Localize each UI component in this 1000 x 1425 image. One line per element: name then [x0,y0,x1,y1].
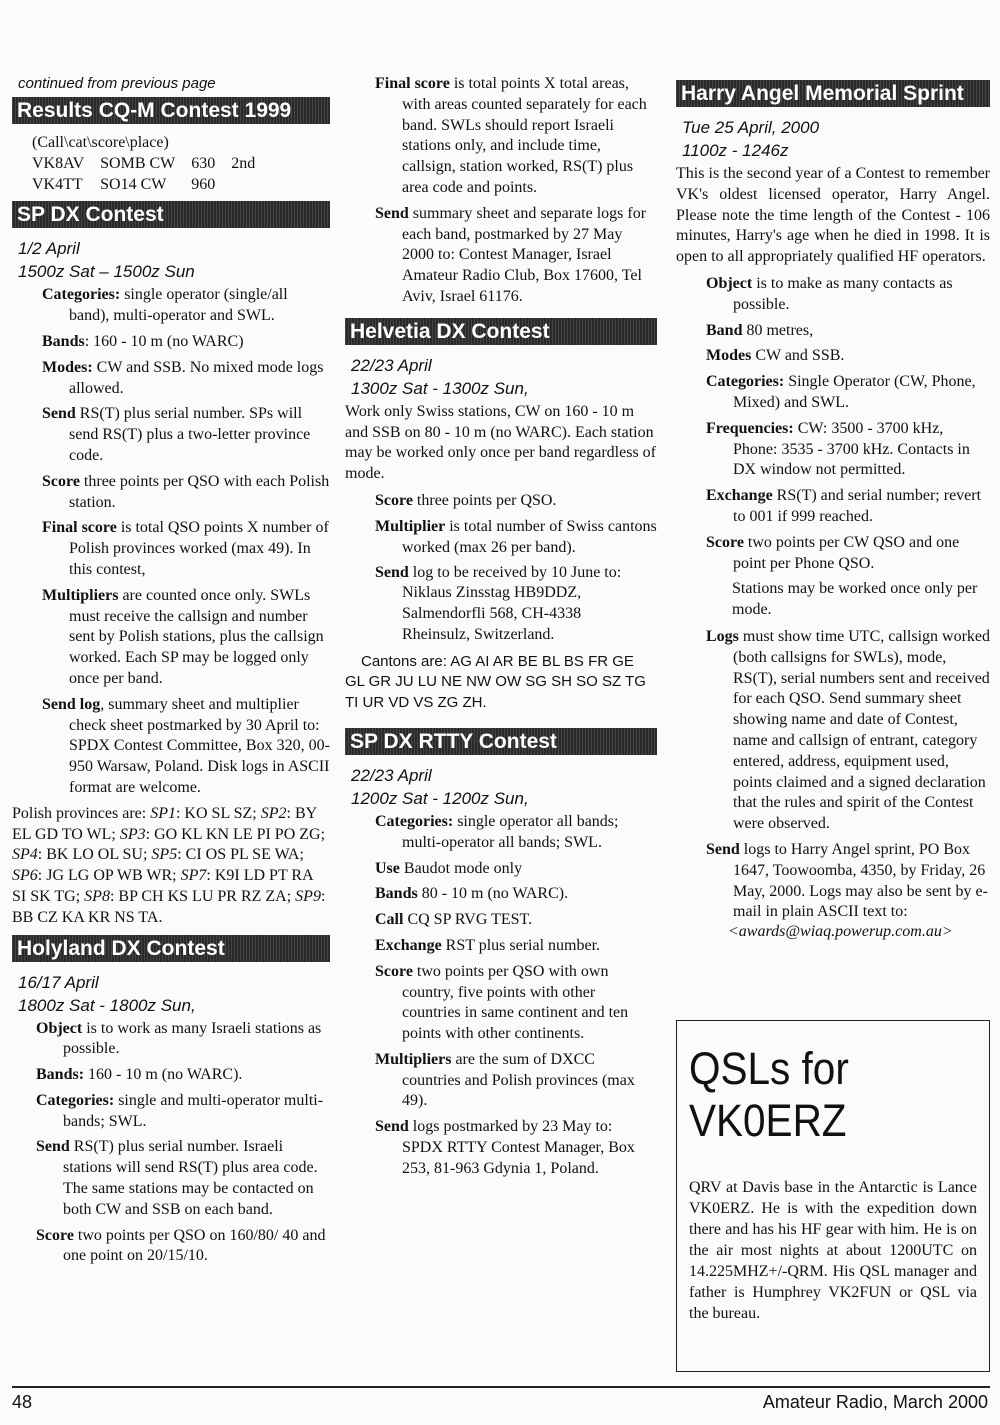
item-text: CQ SP RVG TEST. [403,911,533,929]
helvetia-items [345,491,657,584]
spdx-date: 1/2 April [18,239,80,259]
list-item [375,1050,657,1112]
list-item [375,74,657,199]
table-cell: VK4TT [32,175,83,193]
list-item [42,695,330,799]
item-text: are the sum of DXCC countries and Polish provinces (max 49). [402,1050,635,1110]
sprtty-date: 22/23 April [351,765,432,785]
list-item [36,1091,330,1133]
item-text: single and multi-operator multi-bands; SWL. [63,1091,324,1130]
item-label: Score [36,1226,74,1244]
address-line: Niklaus Zinsstag HB9DDZ, [402,584,582,602]
table-cell: 2nd [231,154,256,172]
holyland-heading: Holyland DX Contest [12,935,330,962]
item-text: must show time UTC, callsign worked (both callsigns for SWLs), mode, RS(T), serial numbers sent and received for each QSO. Send summary sheet showing name and date of Contest, name and callsign of entrant, category entered, address, equipment used, points claimed and a signed declaration that the rules and spirit of the Contest were observed. [733,627,990,833]
list-item [375,563,657,584]
list-item [42,285,330,327]
item-text: summary sheet and separate logs for each band, postmarked by 27 May 2000 to: Contest Manager, Israel Amateur Radio Club, Box 17600, Tel Aviv, Israel 61176. [402,204,647,305]
item-text: 160 - 10 m (no WARC). [84,1066,243,1084]
list-item [706,627,990,835]
sprtty-heading: SP DX RTTY Contest [345,728,657,755]
item-label: Exchange [706,487,773,505]
item-label: Bands [42,332,85,350]
list-item [706,372,990,414]
item-label: Use [375,859,400,877]
item-text: single operator (single/all band), multi-operator and SWL. [69,286,288,325]
list-item [42,332,330,353]
text-segment: SP7 [180,867,207,885]
item-label: Final score [375,75,450,92]
text-segment: : BY EL GD TO WL; [12,804,317,843]
list-item [36,1019,330,1061]
polish-provinces [12,804,330,929]
item-label: Send [36,1138,70,1156]
item-text: : 160 - 10 m (no WARC) [84,332,244,350]
harry-angel-heading: Harry Angel Memorial Sprint [676,80,990,107]
list-item [375,517,657,559]
harry-time: 1100z - 1246z [682,141,789,160]
item-text: three points per QSO. [412,491,557,509]
text-segment: SP9 [295,887,321,905]
harry-items-2 [676,627,990,923]
stations-note: Stations may be worked once only per mode. [732,580,978,619]
list-item [706,321,990,342]
item-label: Bands: [36,1066,85,1084]
column-2 [345,70,657,1185]
results-cqm-heading: Results CQ-M Contest 1999 [12,97,330,124]
item-text: two points per CW QSO and one point per Phone QSO. [733,533,960,572]
text-segment: : KO SL SZ; [175,804,261,822]
item-label: Categories: [706,373,785,391]
cantons-values: AG AI AR BE BL BS FR GE GL GR JU LU NE NW OW SG SH SO SZ TG TI UR VD VS ZG ZH. [345,652,646,712]
item-label: Categories: [375,812,454,830]
helvetia-date: 22/23 April [351,355,432,375]
holyland-items [12,1019,330,1268]
text-segment: SP2 [260,804,287,822]
item-text: Baudot mode only [399,859,523,877]
table-row [32,175,271,196]
list-item [375,962,657,1045]
item-label: Send [375,204,409,222]
list-item [375,491,657,512]
qsl-title-line: VK0ERZ [689,1095,847,1146]
table-cell: SO14 CW [100,175,167,193]
item-label: Multipliers [375,1050,452,1068]
list-item [706,274,990,316]
item-text: CW: 3500 - 3700 kHz, Phone: 3535 - 3700 kHz. Contacts in DX window not permitted. [733,419,970,479]
holyland-time: 1800z Sat - 1800z Sun, [18,995,196,1015]
list-item [36,1065,330,1086]
item-text: CW and SSB. [751,347,845,365]
spdx-items [12,285,330,798]
item-text: is total QSO points X number of Polish provinces worked (max 49). In this contest, [69,519,329,578]
page-number: 48 [12,1392,33,1412]
item-text: logs postmarked by 23 May to: SPDX RTTY Contest Manager, Box 253, 81-963 Gdynia 1, Poland. [402,1118,635,1177]
list-item [42,358,330,400]
list-item [706,486,990,528]
qsl-body: QRV at Davis base in the Antarctic is Lance VK0ERZ. He is with the expedition down there and has his HF gear with him. He is on the air most nights at about 1200UTC on 14.225MHZ+/-QRM. His QSL manager and father is Humphrey VK2FUN or QSL via the bureau. [689,1179,977,1322]
qsl-box [676,1020,990,1372]
column-3 [676,70,990,949]
item-text: RST plus serial number. [441,936,601,954]
item-text: Single Operator (CW, Phone, Mixed) and SWL. [733,373,976,411]
address-line: Salmendorfli 568, CH-4338 [402,604,582,622]
text-segment: SP5 [151,846,178,864]
item-text: single operator all bands; multi-operator all bands; SWL. [402,812,619,851]
table-cell: 630 [191,154,216,172]
list-item [706,419,990,481]
address-line: Rheinsulz, Switzerland. [402,625,555,643]
table-cell: SOMB CW [100,154,176,172]
list-item [42,472,330,514]
item-text: is to make as many contacts as possible. [733,274,953,313]
helvetia-heading: Helvetia DX Contest [345,318,657,345]
item-label: Send log [42,695,101,713]
item-text: , summary sheet and multiplier check sheet postmarked by 30 April to: SPDX Contest Committee, Box 320, 00-950 Warsaw, Poland. Disk logs in ASCII format are welcome. [69,695,330,796]
list-item [36,1226,330,1268]
text-segment: SP4 [12,846,38,864]
list-item [42,518,330,580]
list-item [375,859,657,880]
cantons-label: Cantons are: [361,652,447,670]
text-segment: SP3 [119,825,146,843]
item-label: Score [375,962,413,980]
results-header: (Call\cat\score\place) [32,134,169,151]
item-text: three points per QSO with each Polish station. [69,472,330,511]
holyland-continued-items [345,74,657,308]
item-text: two points per QSO with own country, five points with other countries in same continent and ten points with other continents. [402,962,629,1043]
table-cell: 960 [191,175,216,193]
text-segment: Polish provinces are: [12,804,151,822]
text-segment: : K9I LD PT RA SI SK TG; [12,867,313,905]
item-text: are counted once only. SWLs must receive the callsign and number sent by Polish stations, plus the callsign worked. Each SP may be logged only once per band. [69,586,324,687]
item-label: Send [42,405,76,423]
item-label: Call [375,911,404,929]
item-label: Object [706,274,753,292]
results-table [32,154,271,196]
item-label: Object [36,1019,83,1037]
list-item [706,840,990,923]
list-item [706,346,990,367]
email-link[interactable]: <awards@wiaq.powerup.com.au> [728,923,953,941]
text-segment: : BP CH KS LU PR RZ ZA; [109,887,296,905]
list-item [375,1117,657,1179]
list-item [42,404,330,466]
list-item [375,936,657,957]
item-label: Frequencies: [706,419,794,437]
list-item [375,204,657,308]
item-text: 80 metres, [742,321,814,339]
list-item [42,586,330,690]
item-label: Multiplier [375,517,446,535]
text-segment: : CI OS PL SE WA; [177,846,304,864]
text-segment: : JG LG OP WB WR; [37,867,181,885]
harry-items [676,274,990,574]
item-label: Categories: [36,1091,115,1109]
text-segment: : BB CZ KA KR NS TA. [12,887,326,926]
list-item [706,533,990,575]
item-label: Modes [706,347,752,365]
table-cell: VK8AV [32,154,85,172]
item-label: Final score [42,519,117,537]
harry-intro: This is the second year of a Contest to remember VK's oldest licensed operator, Harry Angel. Please note the time length of the Contest - 106 minutes, Harry's age when he died in 1998. It is open to all appropriately qualified HF operators. [676,165,990,266]
item-text: RS(T) plus serial number. Israeli stations will send RS(T) plus area code. The same stations may be contacted on both CW and SSB on each band. [63,1138,318,1218]
text-segment: SP8 [84,887,110,905]
table-cell [231,175,271,196]
helvetia-address [402,583,657,645]
item-text: two points per QSO on 160/80/ 40 and one point on 20/15/10. [63,1226,326,1265]
spdx-heading: SP DX Contest [12,201,330,228]
item-text: CW and SSB. No mixed mode logs allowed. [69,358,324,397]
item-label: Send [375,564,409,582]
sprtty-time: 1200z Sat - 1200z Sun, [351,788,529,808]
holyland-date: 16/17 April [18,972,99,992]
column-1 [12,70,330,1272]
magazine-title: Amateur Radio, March 2000 [762,1392,988,1412]
list-item [375,910,657,931]
text-segment: SP6 [12,867,38,885]
qsl-title-line: QSLs for [689,1043,849,1094]
item-label: Send [706,840,740,858]
text-segment: : GO KL KN LE PI PO ZG; [145,825,326,843]
footer-divider [12,1386,990,1388]
item-text: is to work as many Israeli stations as possible. [63,1019,322,1058]
item-text: is total number of Swiss cantons worked (max 26 per band). [402,517,657,556]
sprtty-items [345,812,657,1180]
item-label: Exchange [375,936,442,954]
text-segment: SP1 [150,804,176,822]
item-label: Score [375,491,413,509]
qsl-title [689,1043,948,1147]
list-item [36,1137,330,1220]
item-label: Logs [706,627,739,645]
item-label: Bands [375,885,418,903]
list-item [375,884,657,905]
item-label: Categories: [42,286,121,304]
item-label: Multipliers [42,586,119,604]
helvetia-time: 1300z Sat - 1300z Sun, [351,378,529,398]
helvetia-intro: Work only Swiss stations, CW on 160 - 10 m and SSB on 80 - 10 m (no WARC). Each station may be worked only once per band regardless of mode. [345,402,656,483]
list-item [375,812,657,854]
item-text: is total points X total areas, with areas counted separately for each band. SWLs should report Israeli stations only, and include time, callsign, station worked, RS(T) plus area code and points. [402,75,647,196]
item-text: logs to Harry Angel sprint, PO Box 1647, Toowoomba, 4350, by Friday, 26 May, 2000. Logs may also be sent by e-mail in plain ASCII text to: [733,840,988,921]
cantons-list [345,652,657,714]
item-label: Band [706,321,743,339]
spdx-time: 1500z Sat – 1500z Sun [18,262,195,282]
item-label: Score [42,472,80,490]
continued-note: continued from previous page [18,75,216,92]
table-row [32,154,271,175]
item-text: RS(T) and serial number; revert to 001 if 999 reached. [733,487,982,525]
item-label: Modes: [42,358,93,376]
item-text: 80 - 10 m (no WARC). [417,885,569,903]
item-text: RS(T) plus serial number. SPs will send RS(T) plus a two-letter province code. [69,405,311,464]
item-label: Send [375,1118,409,1136]
item-label: Score [706,533,744,551]
item-text: log to be received by 10 June to: [408,564,622,582]
harry-date: Tue 25 April, 2000 [682,118,820,137]
text-segment: : BK LO OL SU; [37,846,152,864]
